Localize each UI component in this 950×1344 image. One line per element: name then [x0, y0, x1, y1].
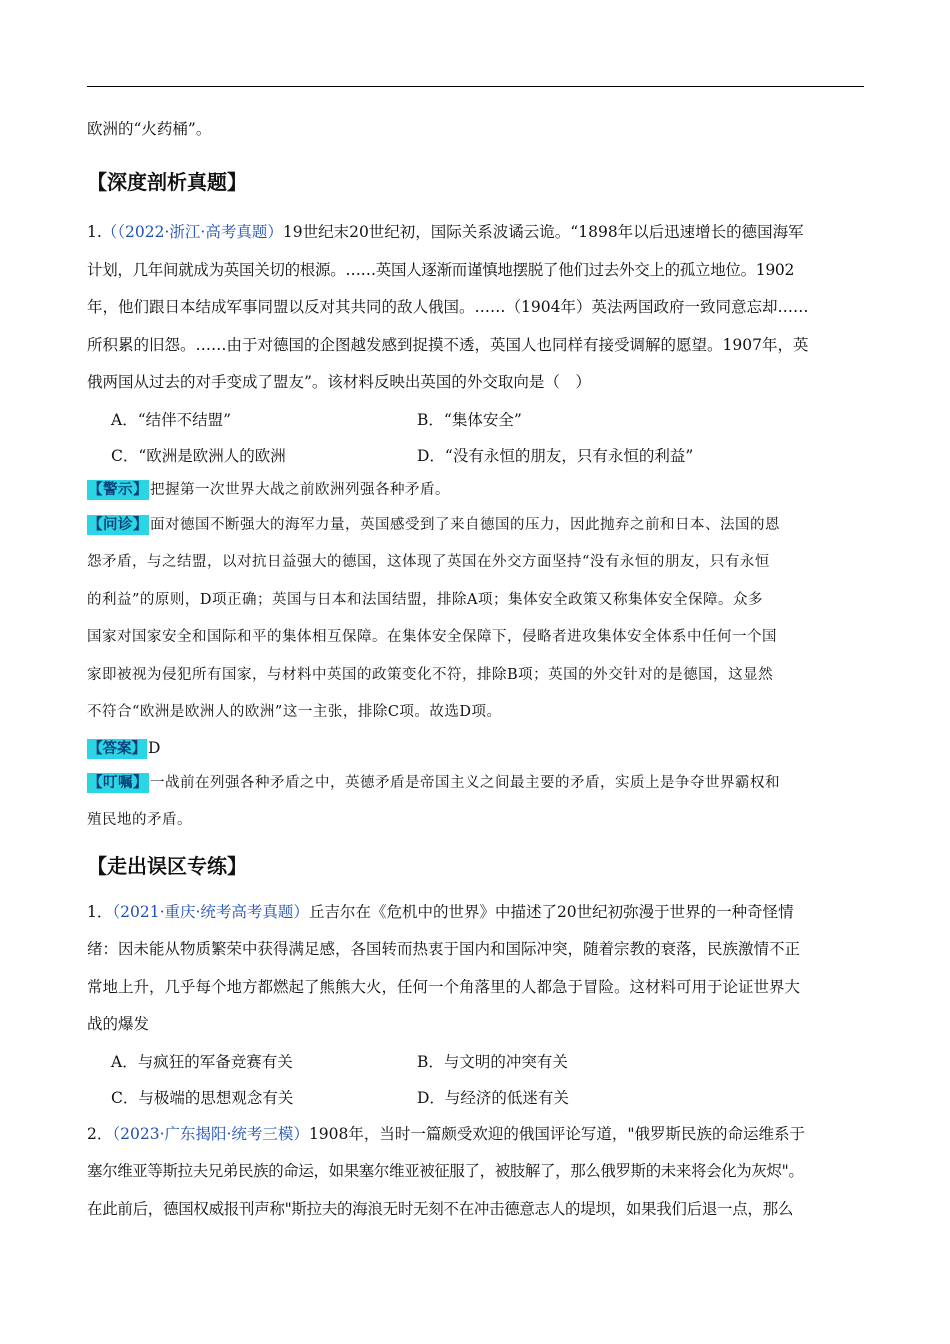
note-tag: 【叮嘱】 [88, 773, 148, 791]
question-stem-line: 19世纪末20世纪初，国际关系波谲云诡。“1898年以后迅速增长的德国海军 [282, 223, 804, 241]
section-heading-analysis: 【深度剖析真题】 [87, 170, 247, 194]
option-c[interactable]: C．“欧洲是欧洲人的欧洲 [111, 446, 286, 465]
option-d[interactable]: D．与经济的低迷有关 [417, 1088, 569, 1107]
document-page [87, 118, 864, 1228]
option-a[interactable]: A．“结伴不结盟” [111, 410, 232, 429]
question-number: 2． [87, 1124, 113, 1143]
note-line: 殖民地的矛盾。 [87, 812, 192, 828]
question-1-practice [87, 894, 864, 1116]
question-stem-line: 绪：因未能从物质繁荣中获得满足感，各国转而热衷于国内和国际冲突，随着宗教的衰落，民族激情不正 [87, 940, 801, 958]
answer-tag: 【答案】 [88, 739, 146, 757]
intro-text: 欧洲的“火药桶”。 [87, 120, 212, 138]
question-source: （2023·广东揭阳·统考三模） [112, 1124, 309, 1143]
question-stem-line: 俄两国从过去的对手变成了盟友”。该材料反映出英国的外交取向是（ ） [87, 373, 591, 391]
question-number: 1. [87, 223, 102, 241]
option-c[interactable]: C．与极端的思想观念有关 [111, 1088, 294, 1107]
note-paragraph [87, 765, 864, 840]
diagnosis-tag: 【问诊】 [88, 515, 148, 533]
diagnosis-line: 面对德国不断强大的海军力量，英国感受到了来自德国的压力，因此抛弃之前和日本、法国的恩 [150, 516, 780, 533]
diagnosis-line: 家即被视为侵犯所有国家，与材料中英国的政策变化不符，排除B项；英国的外交针对的是德国，这显然 [87, 666, 774, 683]
hint-tag: 【警示】 [88, 480, 148, 498]
header-rule [87, 86, 864, 87]
question-source: （2021·重庆·统考高考真题） [112, 902, 309, 921]
diagnosis-line: 怨矛盾，与之结盟，以对抗日益强大的德国，这体现了英国在外交方面坚持“没有永恒的朋友，只有永恒 [87, 554, 770, 570]
question-stem-line: 常地上升，几乎每个地方都燃起了熊熊大火，任何一个角落里的人都急于冒险。这材料可用于论证世界大 [87, 977, 801, 996]
options-row [87, 402, 864, 438]
option-a[interactable]: A．与疯狂的军备竞赛有关 [111, 1052, 293, 1071]
option-d[interactable]: D．“没有永恒的朋友，只有永恒的利益” [417, 446, 694, 465]
hint-text: 把握第一次世界大战之前欧洲列强各种矛盾。 [150, 481, 450, 498]
diagnosis-line: 不符合“欧洲是欧洲人的欧洲”这一主张，排除C项。故选D项。 [87, 704, 502, 720]
option-b[interactable]: B．“集体安全” [417, 410, 522, 429]
option-b[interactable]: B．与文明的冲突有关 [417, 1052, 568, 1071]
question-number: 1． [87, 902, 113, 921]
diagnosis-line: 的利益”的原则，D项正确；英国与日本和法国结盟，排除A项；集体安全政策又称集体安全保障。众多 [87, 591, 764, 608]
question-stem-line: 1908年，当时一篇颇受欢迎的俄国评论写道，"俄罗斯民族的命运维系于 [308, 1124, 806, 1143]
section-heading-practice: 【走出误区专练】 [87, 853, 247, 878]
note-line: 一战前在列强各种矛盾之中，英德矛盾是帝国主义之间最主要的矛盾，实质上是争夺世界霸权和 [150, 774, 780, 791]
question-stem-line: 塞尔维亚等斯拉夫兄弟民族的命运，如果塞尔维亚被征服了，被肢解了，那么俄罗斯的未来将会化为灰烬"。 [87, 1162, 804, 1180]
options-row [87, 438, 864, 474]
question-source: （（2022·浙江·高考真题） [101, 223, 283, 241]
question-2-practice [87, 1116, 864, 1229]
question-stem-line: 年，他们跟日本结成军事同盟以反对其共同的敌人俄国。……（1904年）英法两国政府一致同意忘却…… [87, 298, 809, 316]
answer-text: D [148, 738, 161, 757]
options-row [87, 1080, 864, 1116]
answer-paragraph [87, 732, 864, 765]
diagnosis-paragraph [87, 507, 864, 732]
diagnosis-line: 国家对国家安全和国际和平的集体相互保障。在集体安全保障下，侵略者进攻集体安全体系中任何一个国 [87, 629, 777, 645]
question-stem-line: 战的爆发 [87, 1015, 150, 1033]
question-1-analysis [87, 214, 864, 474]
question-stem-line: 在此前后，德国权威报刊声称"斯拉夫的海浪无时无刻不在冲击德意志人的堤坝，如果我们后退一点，那么 [87, 1199, 794, 1218]
question-stem-line: 丘吉尔在《危机中的世界》中描述了20世纪初弥漫于世界的一种奇怪情 [308, 902, 794, 921]
options-row [87, 1044, 864, 1080]
hint-paragraph [87, 474, 864, 507]
question-stem-line: 所积累的旧怨。……由于对德国的企图越发感到捉摸不透，英国人也同样有接受调解的愿望。1907年，英 [87, 335, 809, 354]
question-stem-line: 计划，几年间就成为英国关切的根源。……英国人逐渐而谨慎地摆脱了他们过去外交上的孤立地位。1902 [87, 260, 795, 279]
